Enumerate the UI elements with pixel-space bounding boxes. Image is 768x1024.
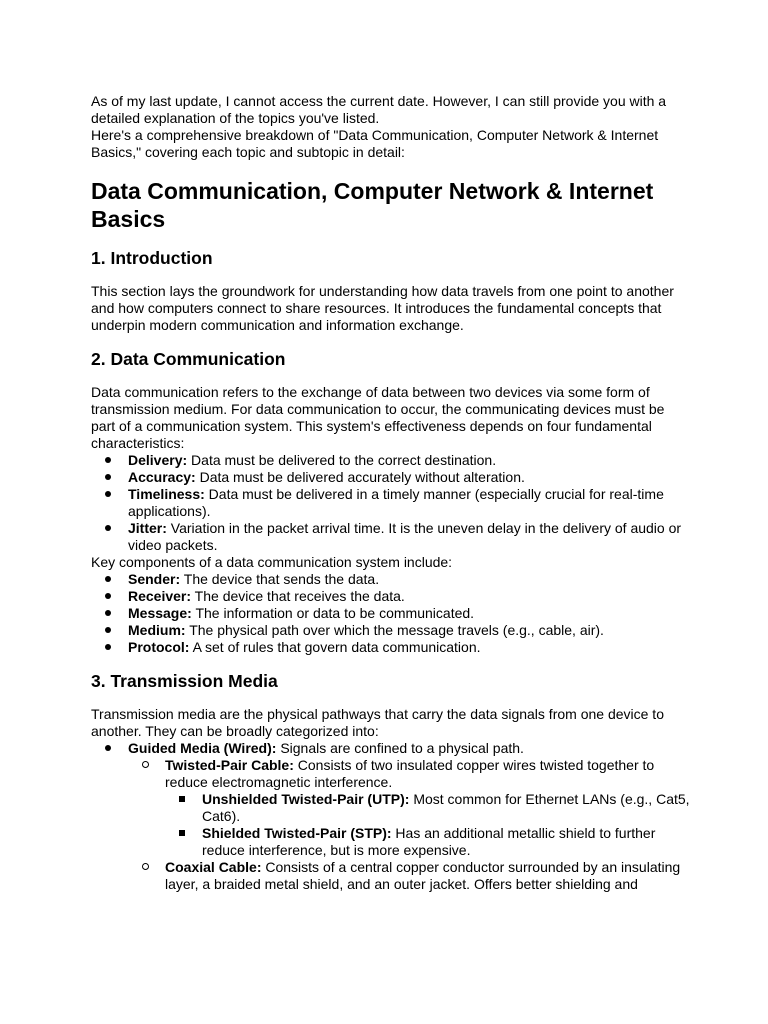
twisted-pair-sublist <box>91 791 691 859</box>
list-item-desc: Has an additional metallic shield to further reduce interference, but is more expensive. <box>202 825 656 858</box>
list-item <box>91 859 691 893</box>
bullet-dot-icon <box>100 740 116 757</box>
bullet-dot-icon <box>100 486 116 503</box>
list-item-term: Sender: <box>128 571 181 587</box>
list-item-term: Message: <box>128 605 192 621</box>
list-item <box>91 588 691 605</box>
list-item <box>91 469 691 486</box>
list-item <box>91 791 691 825</box>
list-item-desc: A set of rules that govern data communication. <box>189 639 481 655</box>
introduction-paragraph: This section lays the groundwork for understanding how data travels from one point to another and how computers connect to share resources. It introduces the fundamental concepts that underpin modern communication and information exchange. <box>91 283 674 333</box>
document-title: Data Communication, Computer Network & Internet Basics <box>91 178 654 232</box>
list-item-term: Coaxial Cable: <box>165 859 262 875</box>
bullet-square-icon <box>174 825 190 842</box>
bullet-circle-icon <box>137 859 153 876</box>
intro-paragraph-1: As of my last update, I cannot access the current date. However, I can still provide you with a detailed explanation of the topics you've listed. <box>91 93 667 126</box>
bullet-dot-icon <box>100 452 116 469</box>
list-item-term: Delivery: <box>128 452 188 468</box>
list-item-desc: Data must be delivered in a timely manner (especially crucial for real-time applications). <box>128 486 664 519</box>
bullet-dot-icon <box>100 639 116 656</box>
bullet-dot-icon <box>100 469 116 486</box>
list-item <box>91 520 691 554</box>
list-item-desc: Consists of a central copper conductor surrounded by an insulating layer, a braided metal shield, and an outer jacket. Offers better shielding and <box>165 859 681 892</box>
bullet-square-icon <box>174 791 190 808</box>
list-item-desc: The information or data to be communicated. <box>191 605 475 621</box>
list-item <box>91 452 691 469</box>
guided-media-sublist <box>91 757 691 791</box>
list-item <box>91 622 691 639</box>
bullet-dot-icon <box>100 622 116 639</box>
list-item-desc: Data must be delivered to the correct destination. <box>187 452 497 468</box>
list-item <box>91 740 691 757</box>
media-list <box>91 740 691 757</box>
bullet-circle-icon <box>137 757 153 774</box>
list-item-desc: The device that receives the data. <box>191 588 405 604</box>
section-heading-introduction: 1. Introduction <box>91 248 213 268</box>
list-item-term: Accuracy: <box>128 469 196 485</box>
list-item <box>91 605 691 622</box>
list-item <box>91 486 691 520</box>
guided-media-sublist-continued <box>91 859 691 893</box>
section-heading-transmission-media: 3. Transmission Media <box>91 671 278 691</box>
components-intro: Key components of a data communication system include: <box>91 554 453 570</box>
list-item-term: Protocol: <box>128 639 190 655</box>
transmission-media-paragraph: Transmission media are the physical pathways that carry the data signals from one device to another. They can be broadly categorized into: <box>91 706 664 739</box>
bullet-dot-icon <box>100 571 116 588</box>
bullet-dot-icon <box>100 588 116 605</box>
section-heading-data-communication: 2. Data Communication <box>91 349 286 369</box>
list-item-term: Medium: <box>128 622 186 638</box>
list-item-desc: Signals are confined to a physical path. <box>276 740 524 756</box>
list-item-term: Receiver: <box>128 588 192 604</box>
list-item-desc: Variation in the packet arrival time. It is the uneven delay in the delivery of audio or video packets. <box>128 520 682 553</box>
list-item <box>91 639 691 656</box>
list-item <box>91 757 691 791</box>
list-item-term: Twisted-Pair Cable: <box>165 757 294 773</box>
list-item-desc: Consists of two insulated copper wires twisted together to reduce electromagnetic interference. <box>165 757 655 790</box>
list-item <box>91 571 691 588</box>
data-communication-paragraph: Data communication refers to the exchange of data between two devices via some form of transmission medium. For data communication to occur, the communicating devices must be part of a communication system. This system's effectiveness depends on four fundamental characteristics: <box>91 384 665 451</box>
document-body <box>91 93 691 893</box>
characteristics-list <box>91 452 691 554</box>
list-item-term: Jitter: <box>128 520 167 536</box>
list-item-term: Shielded Twisted-Pair (STP): <box>202 825 392 841</box>
list-item-term: Unshielded Twisted-Pair (UTP): <box>202 791 410 807</box>
bullet-dot-icon <box>100 605 116 622</box>
list-item-desc: The physical path over which the message travels (e.g., cable, air). <box>185 622 604 638</box>
list-item-desc: Most common for Ethernet LANs (e.g., Cat5, Cat6). <box>202 791 690 824</box>
list-item-desc: Data must be delivered accurately without alteration. <box>195 469 525 485</box>
intro-paragraph-2: Here's a comprehensive breakdown of "Data Communication, Computer Network & Internet Basics," covering each topic and subtopic in detail: <box>91 127 659 160</box>
list-item-desc: The device that sends the data. <box>180 571 380 587</box>
list-item-term: Guided Media (Wired): <box>128 740 277 756</box>
list-item-term: Timeliness: <box>128 486 205 502</box>
list-item <box>91 825 691 859</box>
bullet-dot-icon <box>100 520 116 537</box>
components-list <box>91 571 691 656</box>
